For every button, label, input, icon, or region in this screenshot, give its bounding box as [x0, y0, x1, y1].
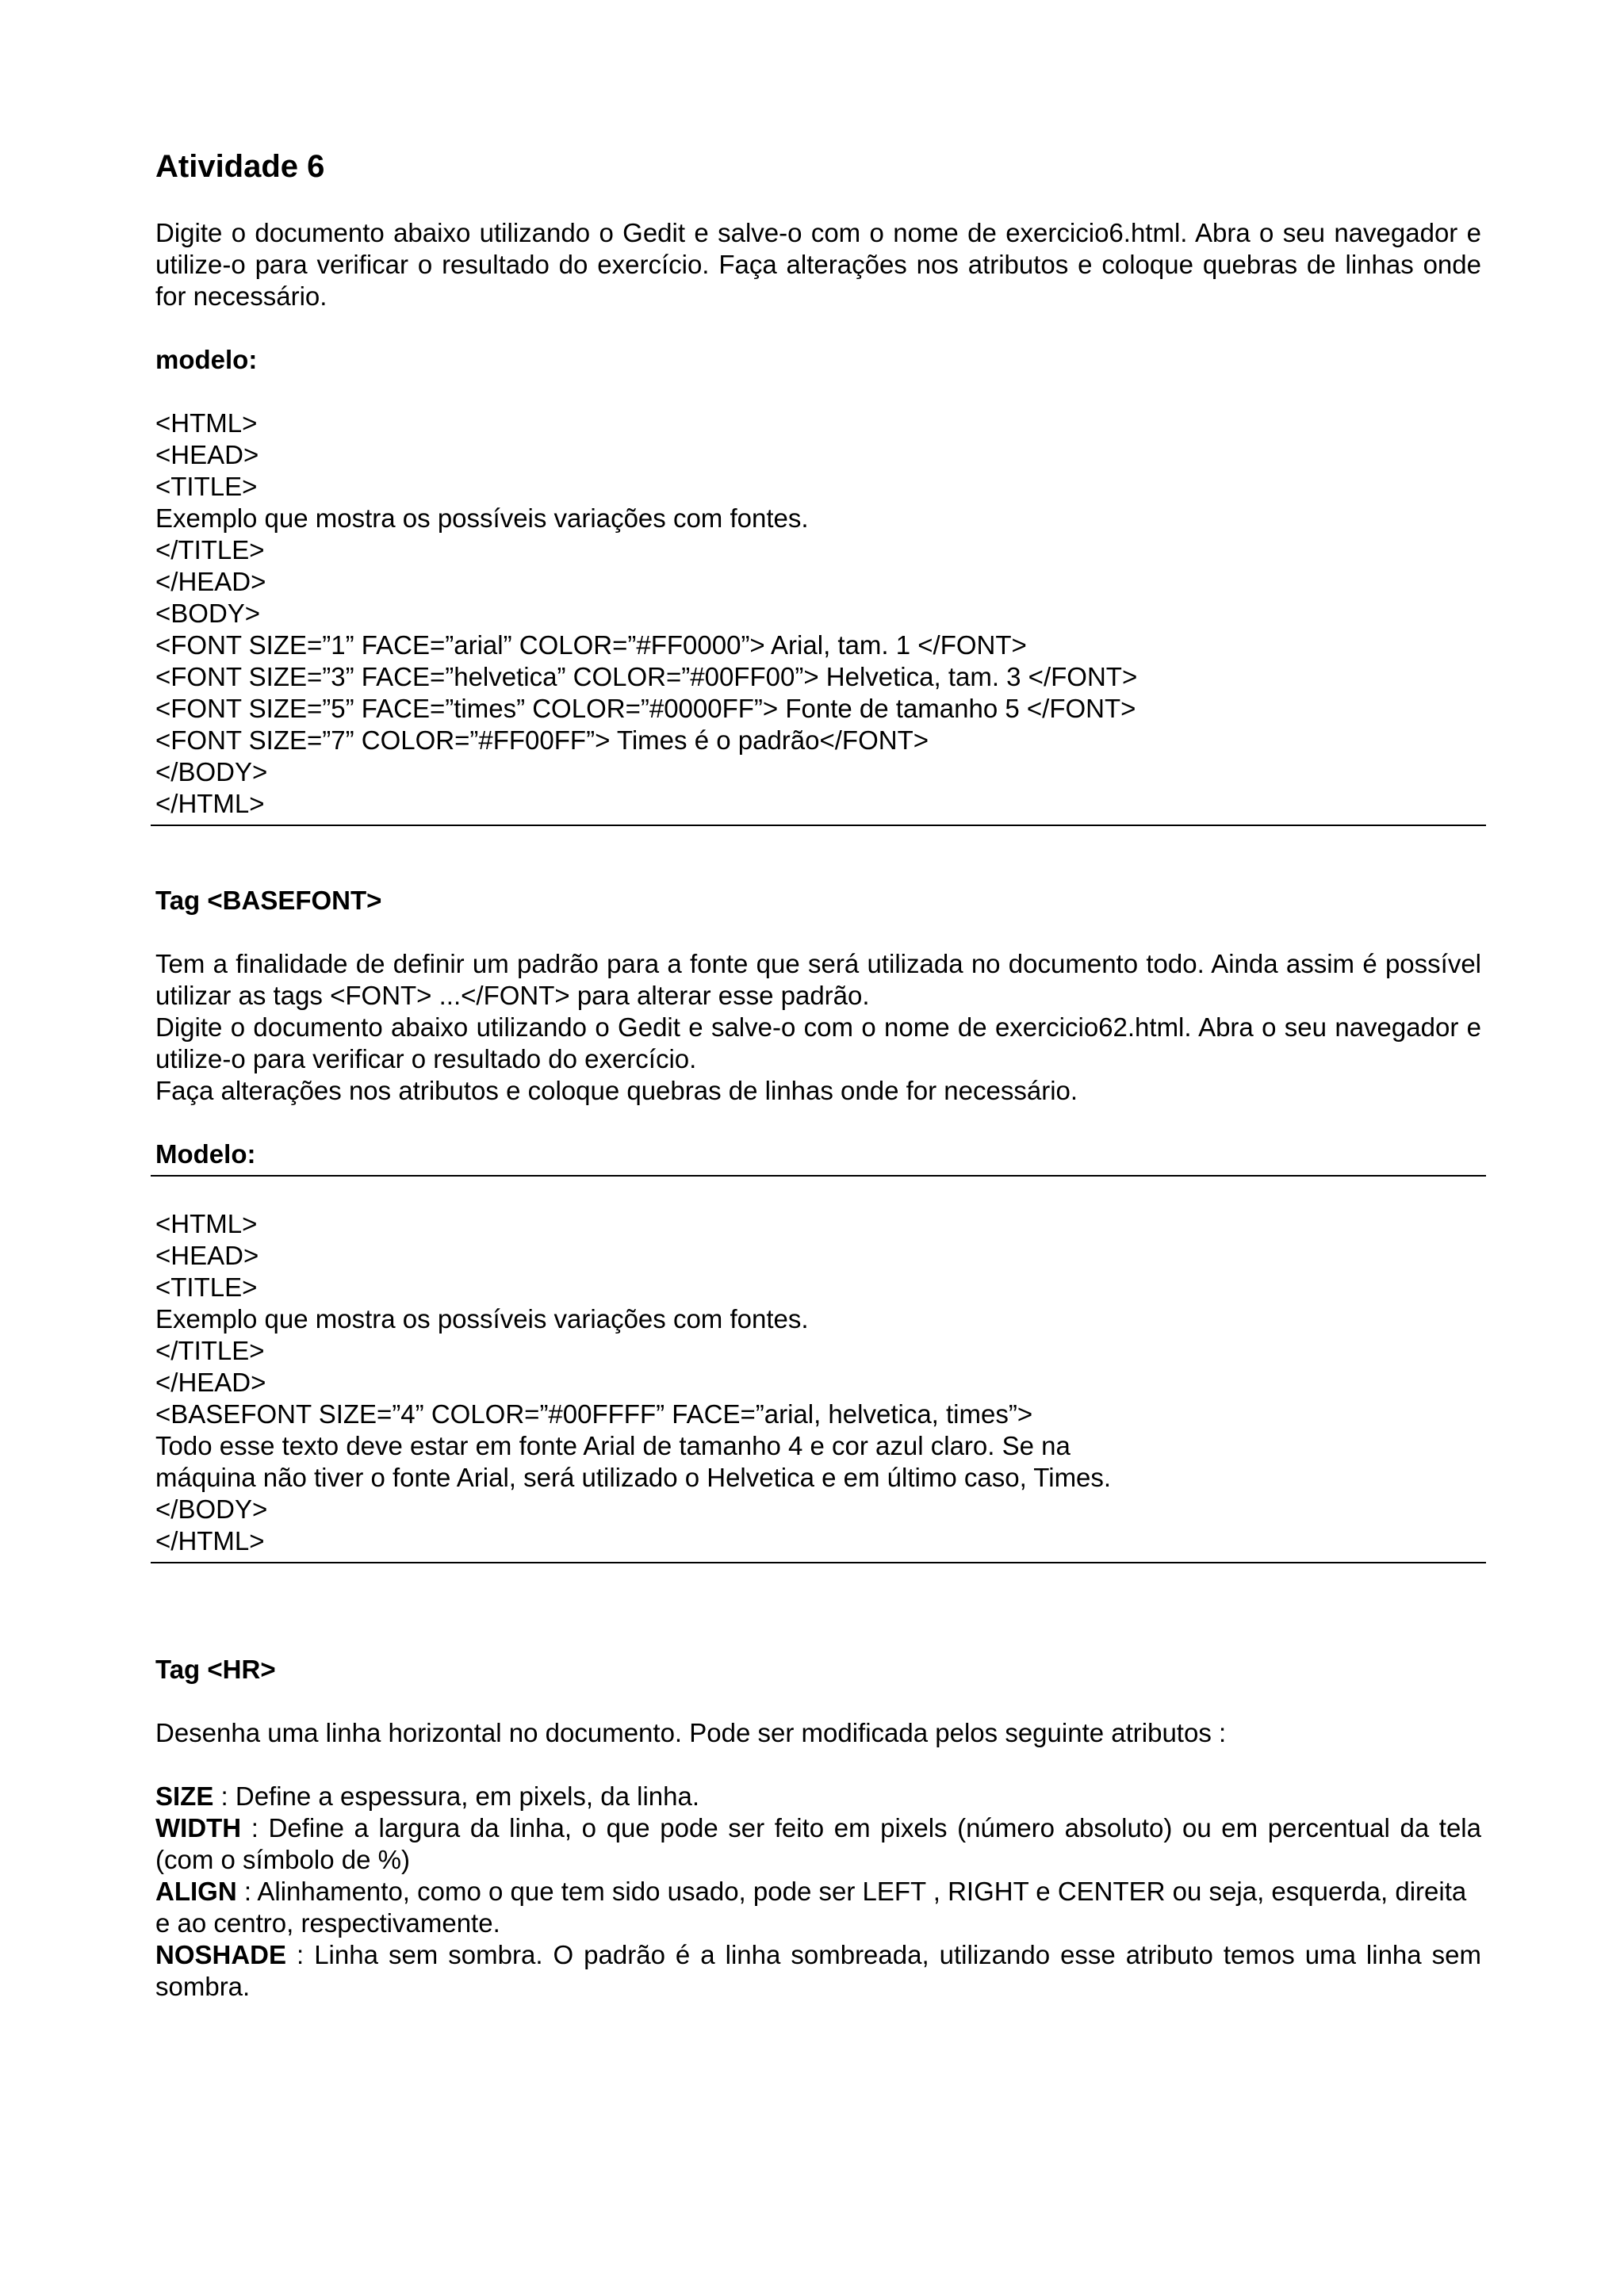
code-line: </BODY>	[155, 757, 268, 786]
attribute-description: : Alinhamento, como o que tem sido usado, pode ser LEFT , RIGHT e CENTER ou seja, esquerda, direita e ao centro, respectivamente.	[155, 1877, 1467, 1938]
hr-attribute	[155, 1939, 1481, 2003]
code-line: <TITLE>	[155, 1272, 258, 1302]
code-line: <BASEFONT SIZE=”4” COLOR=”#00FFFF” FACE=”arial, helvetica, times”>	[155, 1399, 1033, 1429]
basefont-paragraph: Digite o documento abaixo utilizando o Gedit e salve-o com o nome de exercicio62.html. Abra o seu navegador e utilize-o para verificar o resultado do exercício.	[155, 1012, 1481, 1073]
code-line: <FONT SIZE=”5” FACE=”times” COLOR=”#0000FF”> Fonte de tamanho 5 </FONT>	[155, 694, 1136, 723]
code-line: Exemplo que mostra os possíveis variações com fontes.	[155, 503, 809, 533]
code-line: </HTML>	[155, 1526, 265, 1556]
code-line: <FONT SIZE=”1” FACE=”arial” COLOR=”#FF0000”> Arial, tam. 1 </FONT>	[155, 630, 1027, 660]
hr-title: Tag <HR>	[155, 1655, 276, 1684]
code-line: <HTML>	[155, 1209, 258, 1238]
attribute-name: SIZE	[155, 1781, 214, 1811]
code-line: <TITLE>	[155, 472, 258, 501]
basefont-code-block	[155, 1208, 1481, 1557]
hr-intro: Desenha uma linha horizontal no documento. Pode ser modificada pelos seguinte atributos :	[155, 1718, 1227, 1747]
atividade-intro: Digite o documento abaixo utilizando o Gedit e salve-o com o nome de exercicio6.html. Abra o seu navegador e utilize-o para verificar o resultado do exercício. Faça alterações nos atributos e coloque quebras de linhas onde for necessário.	[155, 218, 1481, 311]
hr-attribute	[155, 1781, 1481, 1812]
attribute-name: ALIGN	[155, 1877, 237, 1906]
page-title: Atividade 6	[155, 149, 325, 184]
basefont-paragraph: Tem a finalidade de definir um padrão para a fonte que será utilizada no documento todo. Ainda assim é possível utilizar as tags <FONT> ...</FONT> para alterar esse padrão.	[155, 949, 1481, 1010]
hr-attribute	[155, 1876, 1481, 1939]
hr-attribute	[155, 1812, 1481, 1876]
code-line: <FONT SIZE=”3” FACE=”helvetica” COLOR=”#00FF00”> Helvetica, tam. 3 </FONT>	[155, 662, 1138, 691]
basefont-model-label: Modelo:	[155, 1139, 256, 1169]
attribute-name: NOSHADE	[155, 1940, 287, 1969]
code-line: <HTML>	[155, 408, 258, 438]
basefont-title: Tag <BASEFONT>	[155, 886, 382, 915]
document-content	[155, 147, 1481, 2003]
code-line: </TITLE>	[155, 535, 265, 564]
code-line: Todo esse texto deve estar em fonte Arial de tamanho 4 e cor azul claro. Se na	[155, 1431, 1071, 1460]
hr-attribute-list	[155, 1781, 1481, 2003]
code-line: </HTML>	[155, 789, 265, 818]
code-line: </HEAD>	[155, 567, 266, 596]
code-line: <HEAD>	[155, 1241, 259, 1270]
code-line: </HEAD>	[155, 1368, 266, 1397]
code-line: </TITLE>	[155, 1336, 265, 1365]
code-line: </BODY>	[155, 1494, 268, 1524]
atividade-model-label: modelo:	[155, 345, 258, 374]
code-line: <HEAD>	[155, 440, 259, 469]
attribute-description: : Linha sem sombra. O padrão é a linha sombreada, utilizando esse atributo temos uma linha sem sombra.	[155, 1940, 1481, 2001]
attribute-name: WIDTH	[155, 1813, 242, 1843]
code-line: máquina não tiver o fonte Arial, será utilizado o Helvetica e em último caso, Times.	[155, 1463, 1112, 1492]
code-line: <FONT SIZE=”7” COLOR=”#FF00FF”> Times é o padrão</FONT>	[155, 725, 929, 755]
atividade-code-block	[155, 408, 1481, 820]
basefont-paragraph: Faça alterações nos atributos e coloque quebras de linhas onde for necessário.	[155, 1076, 1078, 1105]
code-line: <BODY>	[155, 599, 261, 628]
attribute-description: : Define a espessura, em pixels, da linha.	[213, 1781, 700, 1811]
attribute-description: : Define a largura da linha, o que pode ser feito em pixels (número absoluto) ou em percentual da tela (com o símbolo de %)	[155, 1813, 1481, 1874]
code-line: Exemplo que mostra os possíveis variações com fontes.	[155, 1304, 809, 1334]
